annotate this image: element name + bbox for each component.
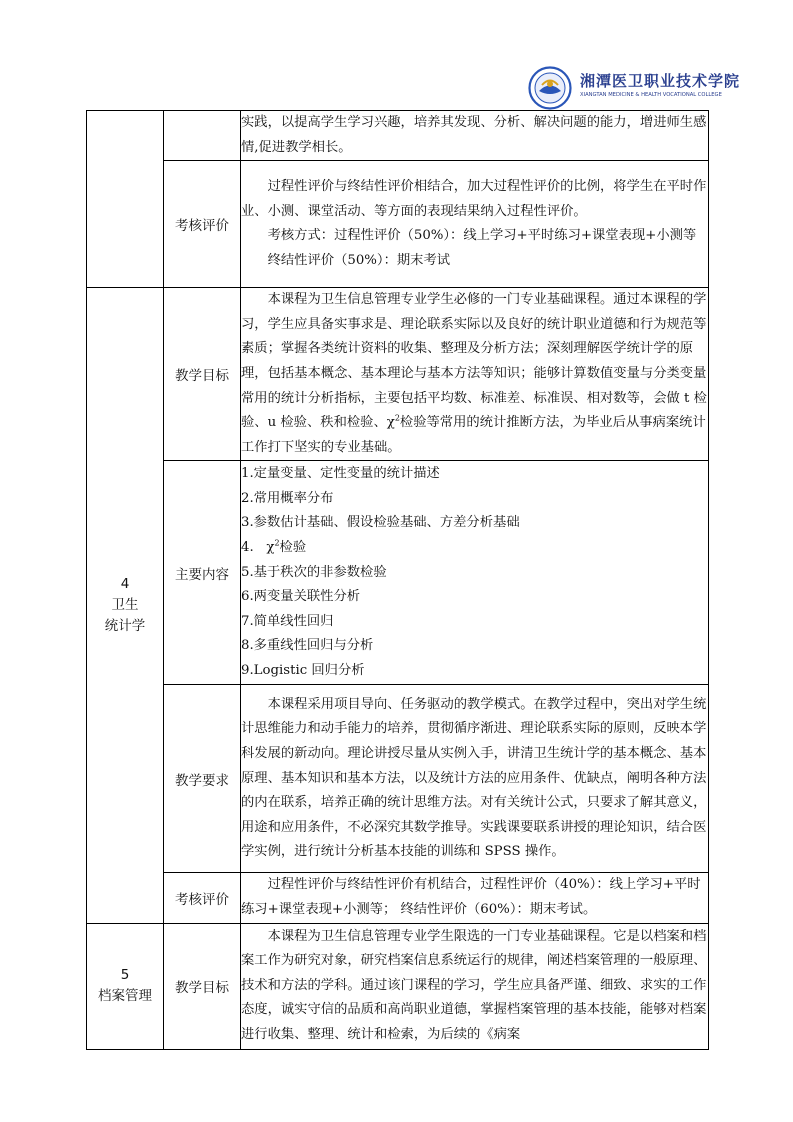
objective-text: 本课程为卫生信息管理专业学生限选的一门专业基础课程。它是以档案和档案工作为研究对象，研究档案信息系统运行的规律，阐述档案管理的一般原理、技术和方法的学科。通过该门课程的学习，学生应具备严谨、细致、求实的工作态度，诚实守信的品质和高尚职业道德，掌握档案管理的基本技能，能够对档案进行收集、整理、统计和检索，为后续的《病案 <box>241 923 709 1049</box>
course-number: 4 <box>120 575 130 592</box>
list-item-text: 4. χ <box>241 539 275 555</box>
course-cell-continued <box>87 111 164 288</box>
list-item: 8.多重线性回归与分析 <box>241 638 374 654</box>
course-name-cell <box>87 288 164 923</box>
assessment-text <box>241 161 709 288</box>
list-item: 6.两变量关联性分析 <box>241 589 361 605</box>
row-label-assessment: 考核评价 <box>164 161 241 288</box>
list-item: 9.Logistic 回归分析 <box>241 662 365 678</box>
row-text: 实践，以提高学生学习兴趣，培养其发现、分析、解决问题的能力，增进师生感情,促进教学相长。 <box>241 111 709 161</box>
college-emblem-icon <box>528 66 572 110</box>
table-row <box>87 873 709 923</box>
college-name-en: XIANGTAN MEDICINE & HEALTH VOCATIONAL COLLEGE <box>580 92 722 98</box>
list-item-tail: 检验 <box>279 539 307 555</box>
row-label-assessment: 考核评价 <box>164 873 241 923</box>
list-item: 7.简单线性回归 <box>241 613 334 629</box>
table-row <box>87 923 709 1049</box>
course-name-line: 档案管理 <box>98 988 152 1005</box>
course-name-cell <box>87 923 164 1049</box>
row-label-content: 主要内容 <box>164 461 241 685</box>
list-item: 5.基于秩次的非参数检验 <box>241 564 387 580</box>
row-label-requirement: 教学要求 <box>164 685 241 873</box>
table-row <box>87 685 709 873</box>
content-list <box>241 461 709 685</box>
course-name-line: 统计学 <box>104 617 146 634</box>
row-label-objective: 教学目标 <box>164 923 241 1049</box>
college-name-cn: 湘潭医卫职业技术学院 <box>580 72 741 90</box>
course-table <box>86 110 709 1050</box>
chi-square-superscript: 2 <box>394 413 400 423</box>
objective-text <box>241 288 709 461</box>
list-item <box>241 536 708 561</box>
list-item: 2.常用概率分布 <box>241 490 334 506</box>
table-row <box>87 161 709 288</box>
assessment-paragraph: 终结性评价（50%）：期末考试 <box>267 252 451 268</box>
row-label-objective: 教学目标 <box>164 288 241 461</box>
course-name-line: 卫生 <box>111 596 139 613</box>
assessment-paragraph: 过程性评价与终结性评价相结合，加大过程性评价的比例，将学生在平时作业、小测、课堂活动、等方面的表现结果纳入过程性评价。 <box>241 179 707 219</box>
college-logo <box>528 66 741 110</box>
list-item: 3.参数估计基础、假设检验基础、方差分析基础 <box>241 515 520 531</box>
chi-square-superscript: 2 <box>274 538 280 548</box>
row-label <box>164 111 241 161</box>
assessment-text: 过程性评价与终结性评价有机结合，过程性评价（40%）：线上学习+平时练习+课堂表现+小测等； 终结性评价（60%）：期末考试。 <box>241 873 709 923</box>
assessment-paragraph: 考核方式：过程性评价（50%）：线上学习+平时练习+课堂表现+小测等 <box>267 228 697 244</box>
course-number: 5 <box>120 967 130 984</box>
table-row <box>87 288 709 461</box>
table-row <box>87 461 709 685</box>
objective-text-b: 检验等常用的统计推断方法，为毕业后从事病案统计工作打下坚实的专业基础。 <box>241 415 706 455</box>
requirement-text: 本课程采用项目导向、任务驱动的教学模式。在教学过程中，突出对学生统计思维能力和动手能力的培养，贯彻循序渐进、理论联系实际的原则，反映本学科发展的新动向。理论讲授尽量从实例入手，讲清卫生统计学的基本概念、基本原理、基本知识和基本方法，以及统计方法的应用条件、优缺点，阐明各种方法的内在联系，培养正确的统计思维方法。对有关统计公式，只要求了解其意义，用途和应用条件，不必深究其数学推导。实践课要联系讲授的理论知识，结合医学实例，进行统计分析基本技能的训练和 SPSS 操作。 <box>241 685 709 873</box>
list-item: 1.定量变量、定性变量的统计描述 <box>241 466 440 482</box>
table-row <box>87 111 709 161</box>
objective-text-a: 本课程为卫生信息管理专业学生必修的一门专业基础课程。通过本课程的学习，学生应具备实事求是、理论联系实际以及良好的统计职业道德和行为规范等素质；掌握各类统计资料的收集、整理及分析方法；深刻理解医学统计学的原理，包括基本概念、基本理论与基本方法等知识；能够计算数值变量与分类变量常用的统计分析指标，主要包括平均数、标准差、标准误、相对数等，会做 t 检验、u 检验、秩和检验、χ <box>241 292 707 431</box>
